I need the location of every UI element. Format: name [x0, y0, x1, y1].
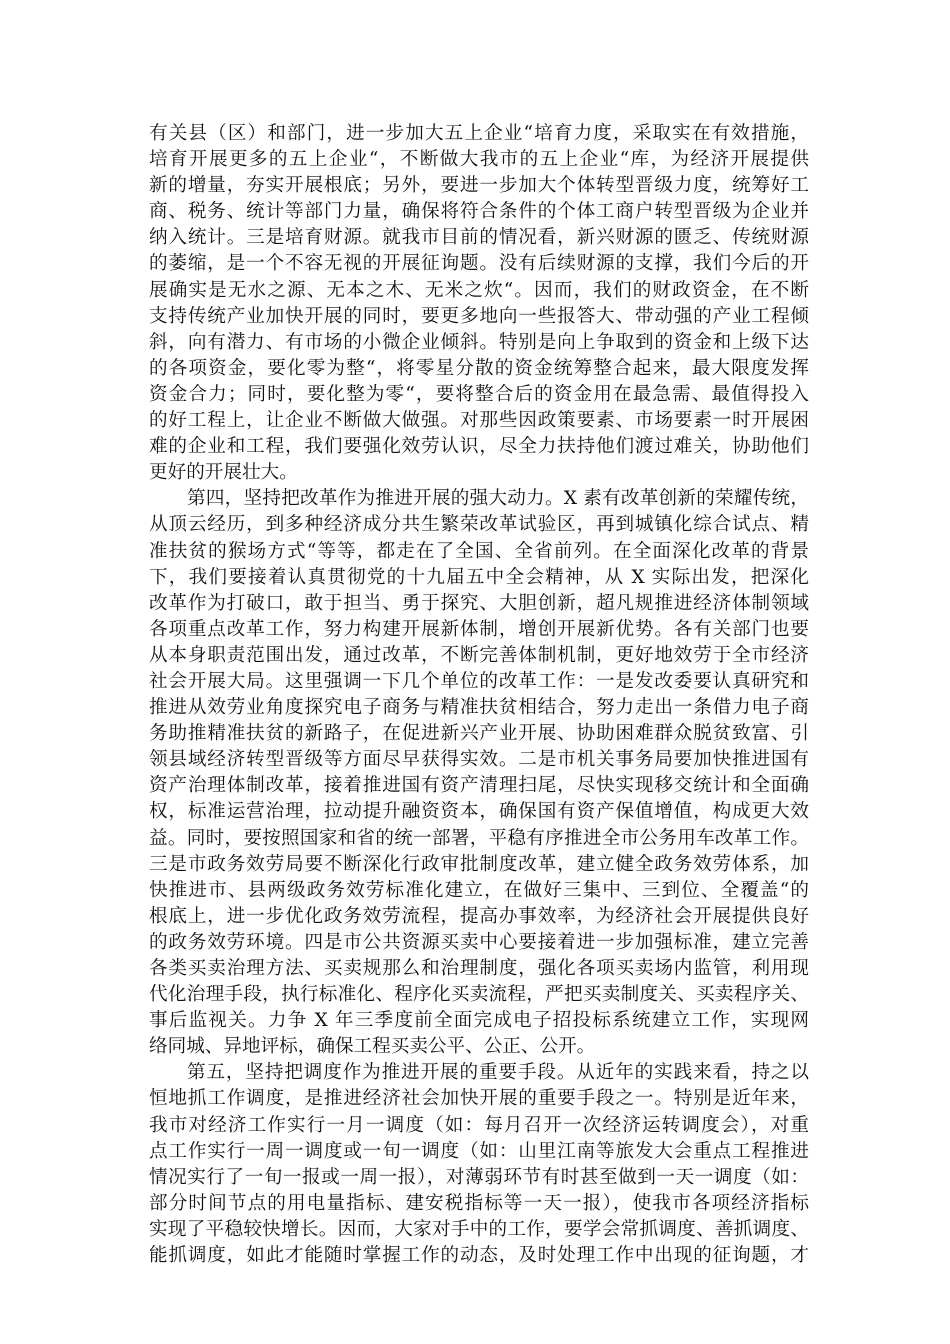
- text-line: 支持传统产业加快开展的同时，要更多地向一些报答大、带动强的产业工程倾: [149, 305, 809, 327]
- text-line: 斜，向有潜力、有市场的小微企业倾斜。特别是向上争取到的资金和上级下达: [149, 331, 809, 353]
- text-line: 实现了平稳较快增长。因而，大家对手中的工作，要学会常抓调度、善抓调度、: [149, 1218, 809, 1240]
- paragraph-start-line: 第四，坚持把改革作为推进开展的强大动力。X 素有改革创新的荣耀传统，: [187, 488, 809, 510]
- text-line: 新的增量，夯实开展根底；另外，要进一步加大个体转型晋级力度，统筹好工: [149, 175, 809, 197]
- text-line: 商、税务、统计等部门力量，确保将符合条件的个体工商户转型晋级为企业并: [149, 201, 809, 223]
- text-line: 推进从效劳业角度探究电子商务与精准扶贫相结合，努力走出一条借力电子商: [149, 697, 809, 719]
- text-line: 快推进市、县两级政务效劳标准化建立，在做好三集中、三到位、全覆盖“的: [149, 879, 809, 901]
- text-line: 展确实是无水之源、无本之木、无米之炊“。因而，我们的财政资金，在不断: [149, 279, 809, 301]
- text-line: 下，我们要接着认真贯彻党的十九届五中全会精神，从 X 实际出发，把深化: [149, 566, 809, 588]
- text-line: 资产治理体制改革，接着推进国有资产清理扫尾，尽快实现移交统计和全面确: [149, 775, 809, 797]
- text-line: 难的企业和工程，我们要强化效劳认识，尽全力扶持他们渡过难关，协助他们: [149, 436, 809, 458]
- text-line: 领县域经济转型晋级等方面尽早获得实效。二是市机关事务局要加快推进国有: [149, 749, 809, 771]
- text-line: 的萎缩，是一个不容无视的开展征询题。没有后续财源的支撑，我们今后的开: [149, 253, 809, 275]
- text-line: 更好的开展壮大。: [149, 462, 298, 484]
- text-line: 情况实行了一旬一报或一周一报），对薄弱环节有时甚至做到一天一调度（如：: [149, 1166, 809, 1188]
- text-line: 培育开展更多的五上企业“，不断做大我市的五上企业“库，为经济开展提供: [149, 149, 809, 171]
- text-line: 社会开展大局。这里强调一下几个单位的改革工作：一是发改委要认真研究和: [149, 670, 809, 692]
- text-line: 根底上，进一步优化政务效劳流程，提高办事效率，为经济社会开展提供良好: [149, 905, 809, 927]
- text-line: 三是市政务效劳局要不断深化行政审批制度改革，建立健全政务效劳体系，加: [149, 853, 809, 875]
- text-line: 恒地抓工作调度，是推进经济社会加快开展的重要手段之一。特别是近年来，: [149, 1088, 809, 1110]
- text-line: 络同城、异地评标，确保工程买卖公平、公正、公开。: [149, 1036, 596, 1058]
- text-line: 有关县（区）和部门，进一步加大五上企业“培育力度，采取实在有效措施，: [149, 123, 809, 144]
- text-line: 的好工程上，让企业不断做大做强。对那些因政策要素、市场要素一时开展困: [149, 410, 809, 432]
- paragraph-start-line: 第五，坚持把调度作为推进开展的重要手段。从近年的实践来看，持之以: [187, 1062, 809, 1084]
- body-text: [149, 121, 809, 1269]
- text-line: 代化治理手段，执行标准化、程序化买卖流程，严把买卖制度关、买卖程序关、: [149, 984, 809, 1006]
- text-line: 我市对经济工作实行一月一调度（如：每月召开一次经济运转调度会），对重: [149, 1114, 809, 1136]
- text-line: 点工作实行一周一调度或一旬一调度（如：山里江南等旅发大会重点工程推进: [149, 1140, 809, 1162]
- text-line: 部分时间节点的用电量指标、建安税指标等一天一报），使我市各项经济指标: [149, 1192, 809, 1214]
- text-line: 从顶云经历，到多种经济成分共生繁荣改革试验区，再到城镇化综合试点、精: [149, 514, 809, 536]
- text-line: 的政务效劳环境。四是市公共资源买卖中心要接着进一步加强标准，建立完善: [149, 931, 809, 953]
- text-line: 准扶贫的猴场方式“等等，都走在了全国、全省前列。在全面深化改革的背景: [149, 540, 809, 562]
- text-line: 纳入统计。三是培育财源。就我市目前的情况看，新兴财源的匮乏、传统财源: [149, 227, 809, 249]
- text-line: 从本身职责范围出发，通过改革，不断完善体制机制，更好地效劳于全市经济: [149, 644, 809, 666]
- text-line: 事后监视关。力争 X 年三季度前全面完成电子招投标系统建立工作，实现网: [149, 1010, 809, 1032]
- text-line: 各类买卖治理方法、买卖规那么和治理制度，强化各项买卖场内监管，利用现: [149, 958, 809, 979]
- text-line: 务助推精准扶贫的新路子，在促进新兴产业开展、协助困难群众脱贫致富、引: [149, 723, 809, 745]
- text-line: 益。同时，要按照国家和省的统一部署，平稳有序推进全市公务用车改革工作。: [149, 827, 809, 849]
- text-line: 权，标准运营治理，拉动提升融资资本，确保国有资产保值增值，构成更大效: [149, 801, 809, 823]
- text-line: 能抓调度，如此才能随时掌握工作的动态，及时处理工作中出现的征询题，才: [149, 1245, 809, 1267]
- text-line: 的各项资金，要化零为整“，将零星分散的资金统筹整合起来，最大限度发挥: [149, 357, 809, 379]
- text-line: 资金合力；同时，要化整为零“，要将整合后的资金用在最急需、最值得投入: [149, 383, 809, 405]
- text-line: 改革作为打破口，敢于担当、勇于探究、大胆创新，超凡规推进经济体制领域: [149, 592, 809, 614]
- text-line: 各项重点改革工作，努力构建开展新体制，增创开展新优势。各有关部门也要: [149, 618, 809, 640]
